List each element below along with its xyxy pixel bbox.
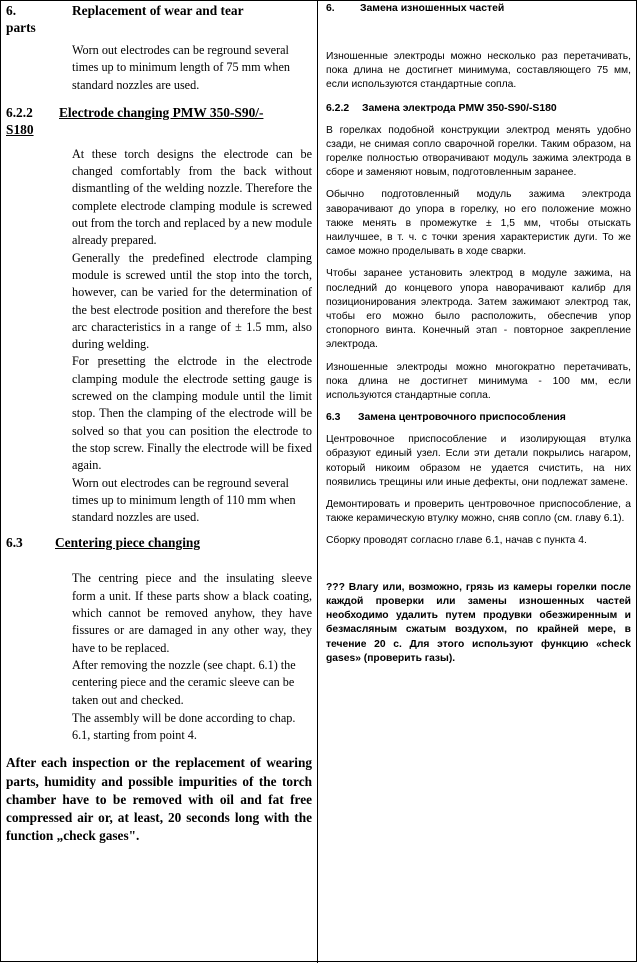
ru-section-6-paragraph: Изношенные электроды можно несколько раз перетачивать, пока длина не достигнет минимума, составляющего 75 мм, если используются стандартные сопла. — [326, 51, 631, 91]
section-63-paragraph-1: The centring piece and the insulating sleeve form a unit. If these parts show a black coating, which cannot be removed anyhow, they have fissures or are damaged in any other way, they have to be replaced. — [72, 571, 312, 655]
column-divider — [317, 0, 318, 963]
ru-section-63-title: Замена центровочного приспособления — [358, 412, 566, 424]
final-note: After each inspection or the replacement of wearing parts, humidity and possible impurities of the torch chamber have to be removed with oil and fat free compressed air or, at least, 20 seconds long with the function „check gases". — [6, 755, 312, 844]
ru-section-622-paragraph-2: Обычно подготовленный модуль зажима электрода заворачивают до упора в горелку, но его положение можно также менять в промежутке ± 1,5 мм, чтобы отыскать наилучшее, в т. ч. с точки зрения характеристик дуги. То же самое можно проделывать в ходе сварки. — [326, 189, 631, 258]
section-622-paragraph-1: At these torch designs the electrode can be changed comfortably from the back without dismantling of the welding nozzle. Therefore the complete electrode clamping module is screwed out from the torch and replaced by a new module already prepared. — [72, 146, 312, 248]
section-6-paragraph: Worn out electrodes can be reground several times up to minimum length of 75 mm when standard nozzles are used. — [72, 43, 291, 92]
section-6-heading — [6, 2, 312, 36]
ru-section-622-paragraph-3: Чтобы заранее установить электрод в модуле зажима, на последний до концевого упора наворачивают калибр для позиционирования электрода. Затем зажимают электрод так, чтобы его можно было расположить, обеспечив упор стопорного винта. Конечный этап - повторное закрепление электрода. — [326, 268, 631, 351]
ru-section-6-number: 6. — [326, 3, 335, 14]
section-63-paragraph-3: The assembly will be done according to chap. 6.1, starting from point 4. — [72, 710, 296, 743]
ru-section-622-number: 6.2.2 — [326, 102, 350, 114]
ru-final-note: ??? Влагу или, возможно, грязь из камеры горелки после каждой проверки или замены изношенных частей необходимо удалить путем продувки обезжиренным и безмасляным сжатым воздухом, по крайней мере, в течение 20 с. Для этого используют функцию «check gases» (проверить газы). — [326, 581, 631, 664]
ru-section-63-number: 6.3 — [326, 412, 341, 424]
section-622-title: Electrode changing PMW 350-S90/- — [59, 104, 264, 120]
ru-section-63-heading — [326, 411, 631, 425]
section-6-title: Replacement of wear and tear — [72, 3, 244, 18]
section-622-number: 6.2.2 — [6, 104, 33, 120]
ru-section-622-heading — [326, 102, 631, 116]
ru-section-6-title: Замена изношенных частей — [360, 3, 505, 14]
section-63-paragraph-2: After removing the nozzle (see chapt. 6.1) the centering piece and the ceramic sleeve can be taken out and checked. — [72, 657, 296, 707]
ru-section-6-heading — [326, 2, 631, 16]
section-622-paragraph-2: Generally the predefined electrode clamping module is screwed until the stop into the torch, however, can be varied for the determination of the best electrode position and therefore the best arc characteristics in a range of ± 1.5 mm, also during welding. — [72, 250, 312, 352]
section-6-number: 6. — [6, 3, 17, 18]
section-622-title-cont: S180 — [6, 121, 34, 137]
section-63-title: Centering piece changing — [55, 535, 201, 551]
ru-section-622-paragraph-1: В горелках подобной конструкции электрод менять удобно сзади, не снимая сопло сварочной горелки. Таким образом, на горелке полностью отворачивают модуль зажима электрода в сборе и заменяют новым, подготовленным заранее. — [326, 124, 631, 179]
ru-section-622-title: Замена электрода PMW 350-S90/-S180 — [362, 102, 557, 114]
section-622-paragraph-4: Worn out electrodes can be reground several times up to minimum length of 110 mm when standard nozzles are used. — [72, 475, 296, 525]
section-6-title-cont: parts — [6, 20, 36, 35]
section-622-paragraph-3: For presetting the elctrode in the electrode clamping module the electrode setting gauge is screwed on the clamping module until the limit stop. Then the clamping of the electrode will be solved so that you can position the electrode to the stop screw. Finally the electrode will be fixed again. — [72, 354, 312, 473]
section-63-number: 6.3 — [6, 535, 23, 551]
section-622-heading — [6, 104, 312, 138]
ru-section-63-paragraph-1: Центровочное приспособление и изолирующая втулка образуют единый узел. Если эти детали покрылись нагаром, который никоим образом не удается счистить, на них появились трещины или иные дефекты, они подлежат замене. — [326, 434, 631, 488]
english-column — [6, 2, 312, 845]
russian-column — [326, 2, 631, 666]
ru-section-63-paragraph-3: Сборку проводят согласно главе 6.1, начав с пункта 4. — [326, 535, 587, 547]
section-63-heading — [6, 534, 312, 551]
ru-section-63-paragraph-2: Демонтировать и проверить центровочное приспособление, а также керамическую втулку можно, сняв сопло (см. главу 6.1). — [326, 499, 631, 525]
ru-section-622-paragraph-4: Изношенные электроды можно многократно перетачивать, пока длина не достигнет минимума - 100 мм, если используются стандартные сопла. — [326, 361, 631, 402]
